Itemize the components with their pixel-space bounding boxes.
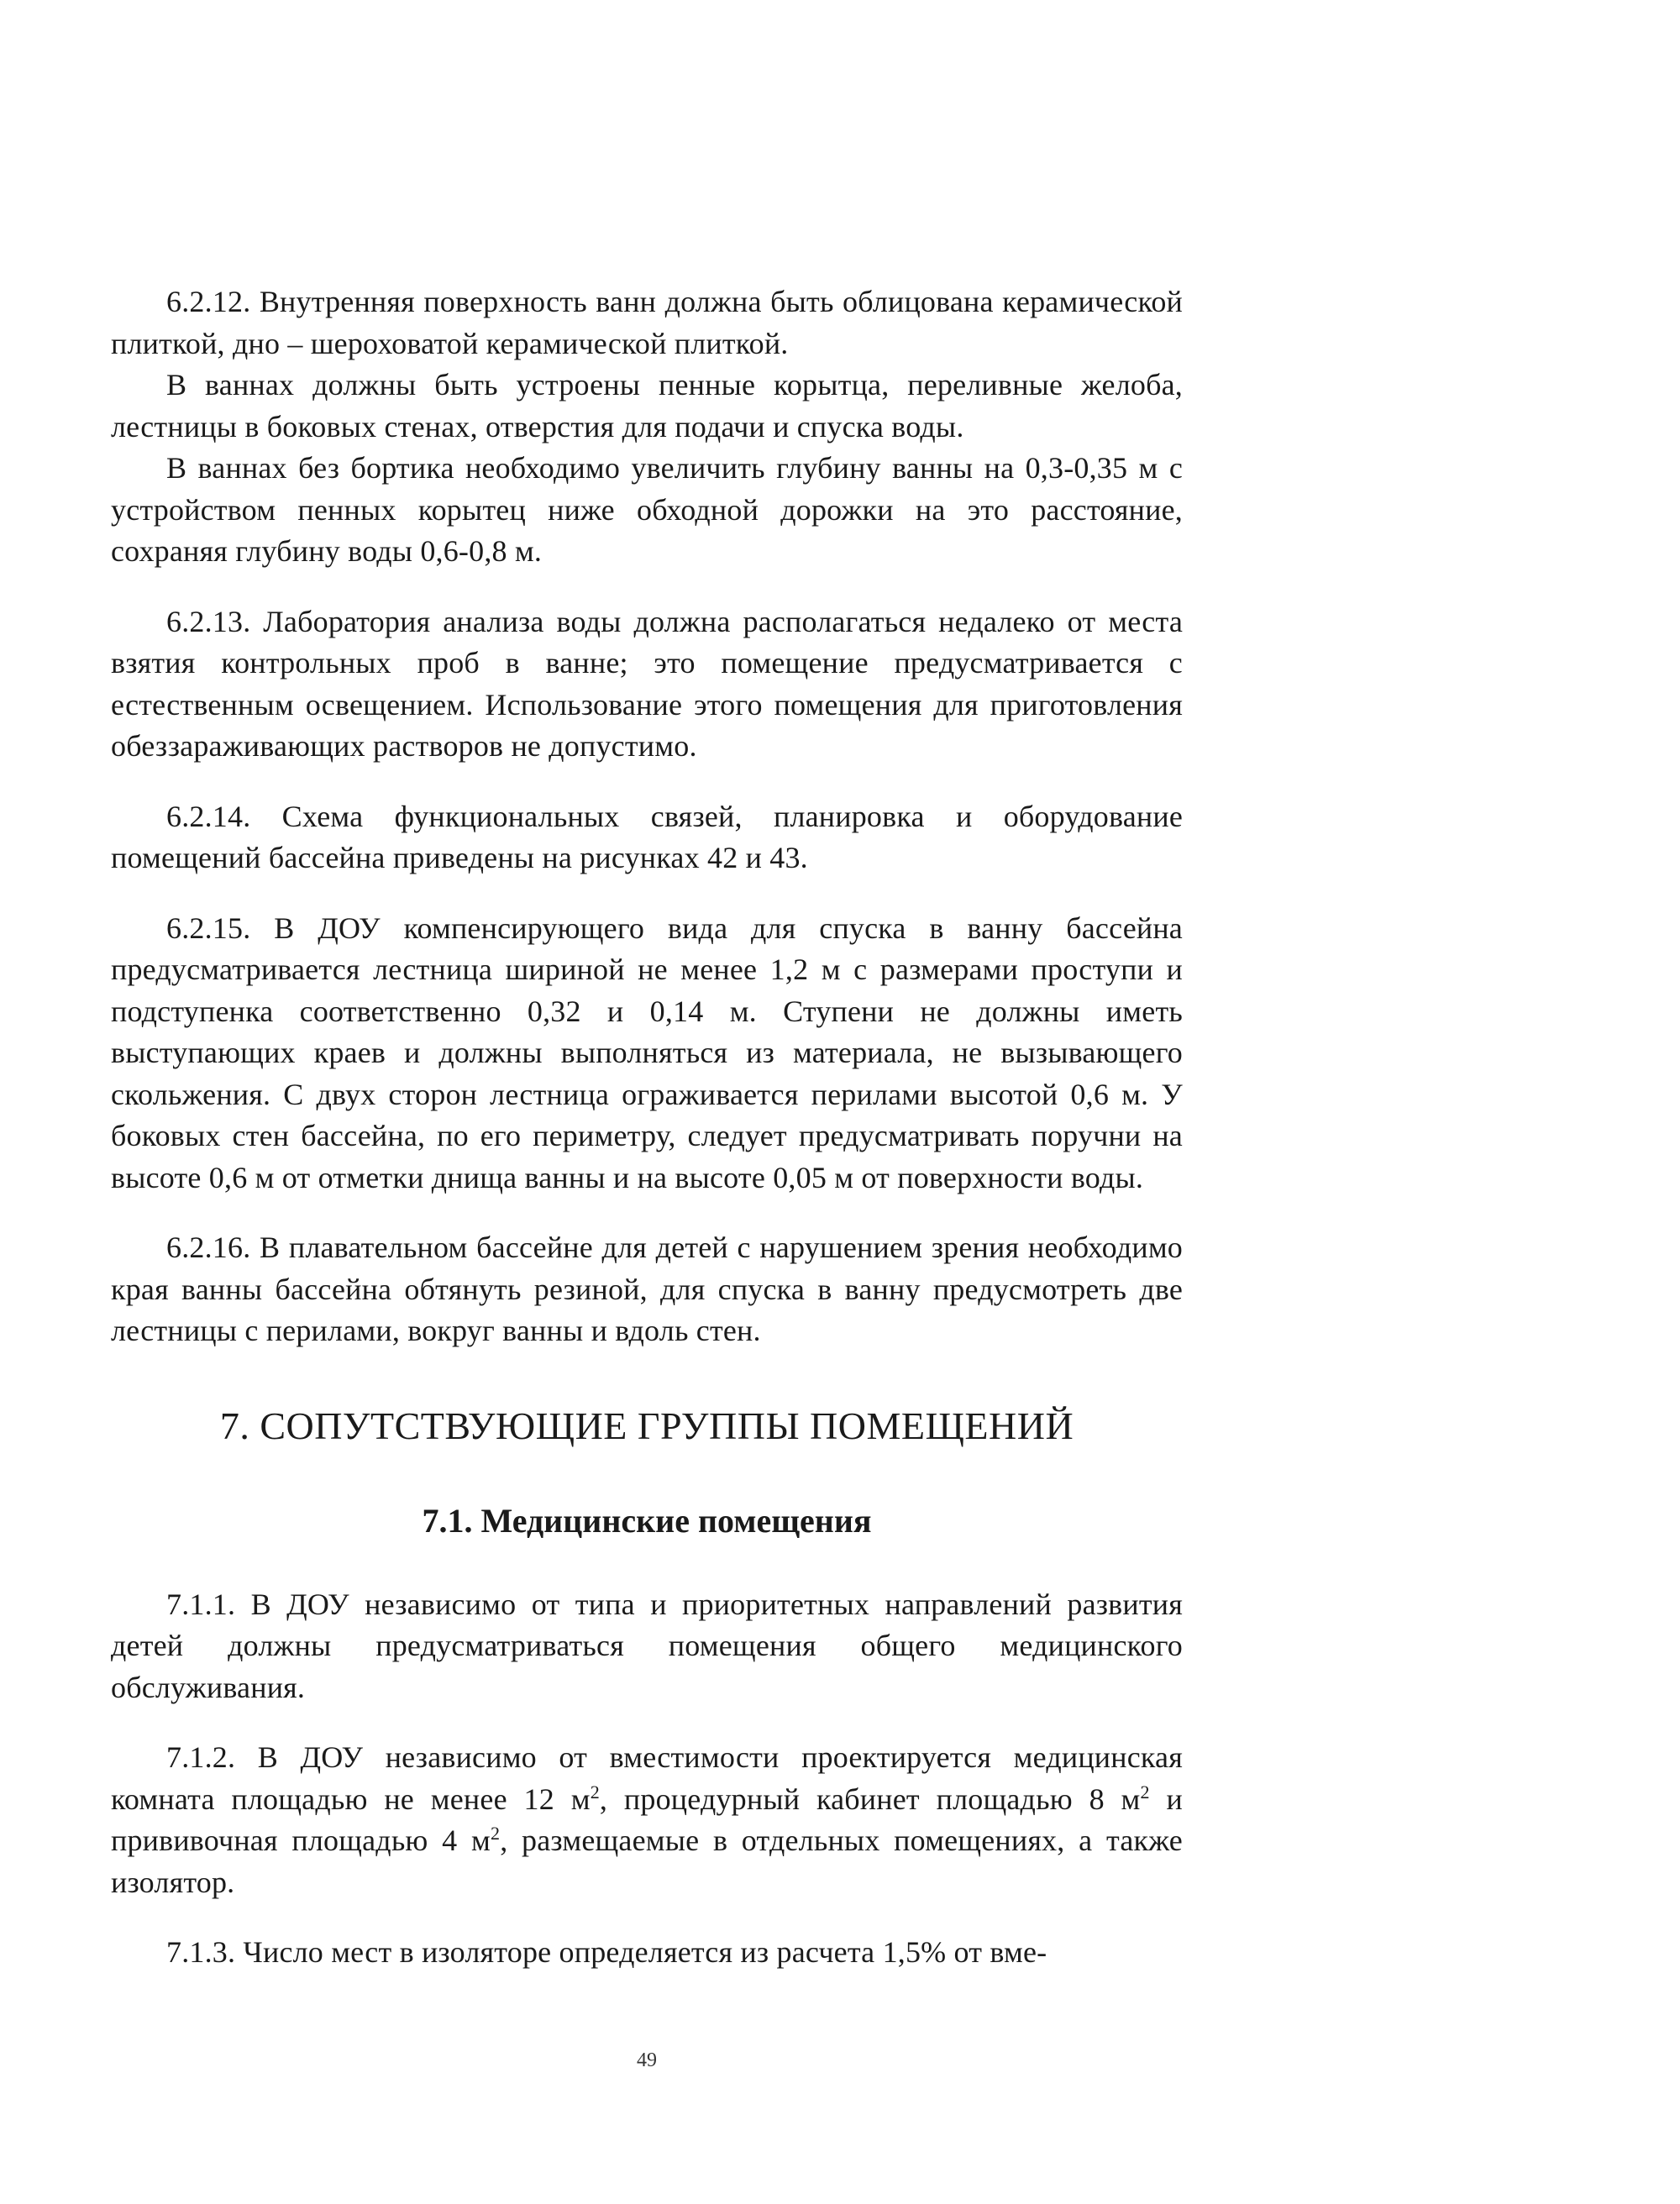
paragraph-7-1-2-part1: 7.1.2. В ДОУ независимо от вместимости проектируется медицинская комната площадью не менее 12 м <box>111 1740 1183 1816</box>
superscript-square-1: 2 <box>590 1781 600 1803</box>
paragraph-6-2-16: 6.2.16. В плавательном бассейне для детей с нарушением зрения необходимо края ванны бассейна обтянуть резиной, для спуска в ванну предусмотреть две лестницы с перилами, вокруг ванны и вдоль стен. <box>111 1231 1183 1347</box>
subsection-title: 7.1. Медицинские помещения <box>422 1501 872 1540</box>
section-title: 7. СОПУТСТВУЮЩИЕ ГРУППЫ ПОМЕЩЕНИЙ <box>219 1404 1074 1447</box>
paragraph-6-2-15: 6.2.15. В ДОУ компенсирующего вида для спуска в ванну бассейна предусматривается лестница шириной не менее 1,2 м с размерами проступи и подступенка соответственно 0,32 и 0,14 м. Ступени не должны иметь выступающих краев и должны выполняться из материала, не вызывающего скольжения. С двух сторон лестница ограживается перилами высотой 0,6 м. У боковых стен бассейна, по его периметру, следует предусматривать поручни на высоте 0,6 м от отметки днища ванны и на высоте 0,05 м от поверхности воды. <box>111 910 1183 1194</box>
paragraph-7-1-2-part4: , размещаемые в отдельных помещениях, а также изолятор. <box>111 1824 1183 1899</box>
paragraph-6-2-14: 6.2.14. Схема функциональных связей, планировка и оборудование помещений бассейна приведены на рисунках 42 и 43. <box>111 799 1183 874</box>
paragraph-6-2-12: 6.2.12. Внутренняя поверхность ванн должна быть облицована керамической плиткой, дно – шероховатой керамической плиткой. <box>111 285 1183 360</box>
paragraph-7-1-2-part3: и прививочная площадью 4 м <box>111 1782 1183 1857</box>
superscript-square-2: 2 <box>1140 1781 1150 1803</box>
paragraph-6-2-12-troughs: В ваннах должны быть устроены пенные корытца, переливные желоба, лестницы в боковых стенах, отверстия для подачи и спуска воды. <box>111 368 1183 443</box>
paragraph-7-1-1: 7.1.1. В ДОУ независимо от типа и приоритетных направлений развития детей должны предусматриваться помещения общего медицинского обслуживания. <box>111 1587 1183 1704</box>
paragraph-6-2-13: 6.2.13. Лаборатория анализа воды должна располагаться недалеко от места взятия контрольных проб в ванне; это помещение предусматривается с естественным освещением. Использование этого помещения для приготовления обеззараживающих растворов не допустимо. <box>111 604 1183 763</box>
paragraph-7-1-2 <box>111 1737 1183 1903</box>
document-page <box>111 281 1183 1974</box>
superscript-square-3: 2 <box>491 1823 501 1844</box>
paragraph-7-1-2-part2: , процедурный кабинет площадью 8 м <box>599 1782 1141 1816</box>
paragraph-7-1-3: 7.1.3. Число мест в изоляторе определяется из расчета 1,5% от вме- <box>166 1935 1047 1969</box>
paragraph-6-2-12-depth: В ваннах без бортика необходимо увеличить глубину ванны на 0,3-0,35 м с устройством пенных корытец ниже обходной дорожки на это расстояние, сохраняя глубину воды 0,6-0,8 м. <box>111 451 1183 568</box>
page-number: 49 <box>637 2049 657 2071</box>
